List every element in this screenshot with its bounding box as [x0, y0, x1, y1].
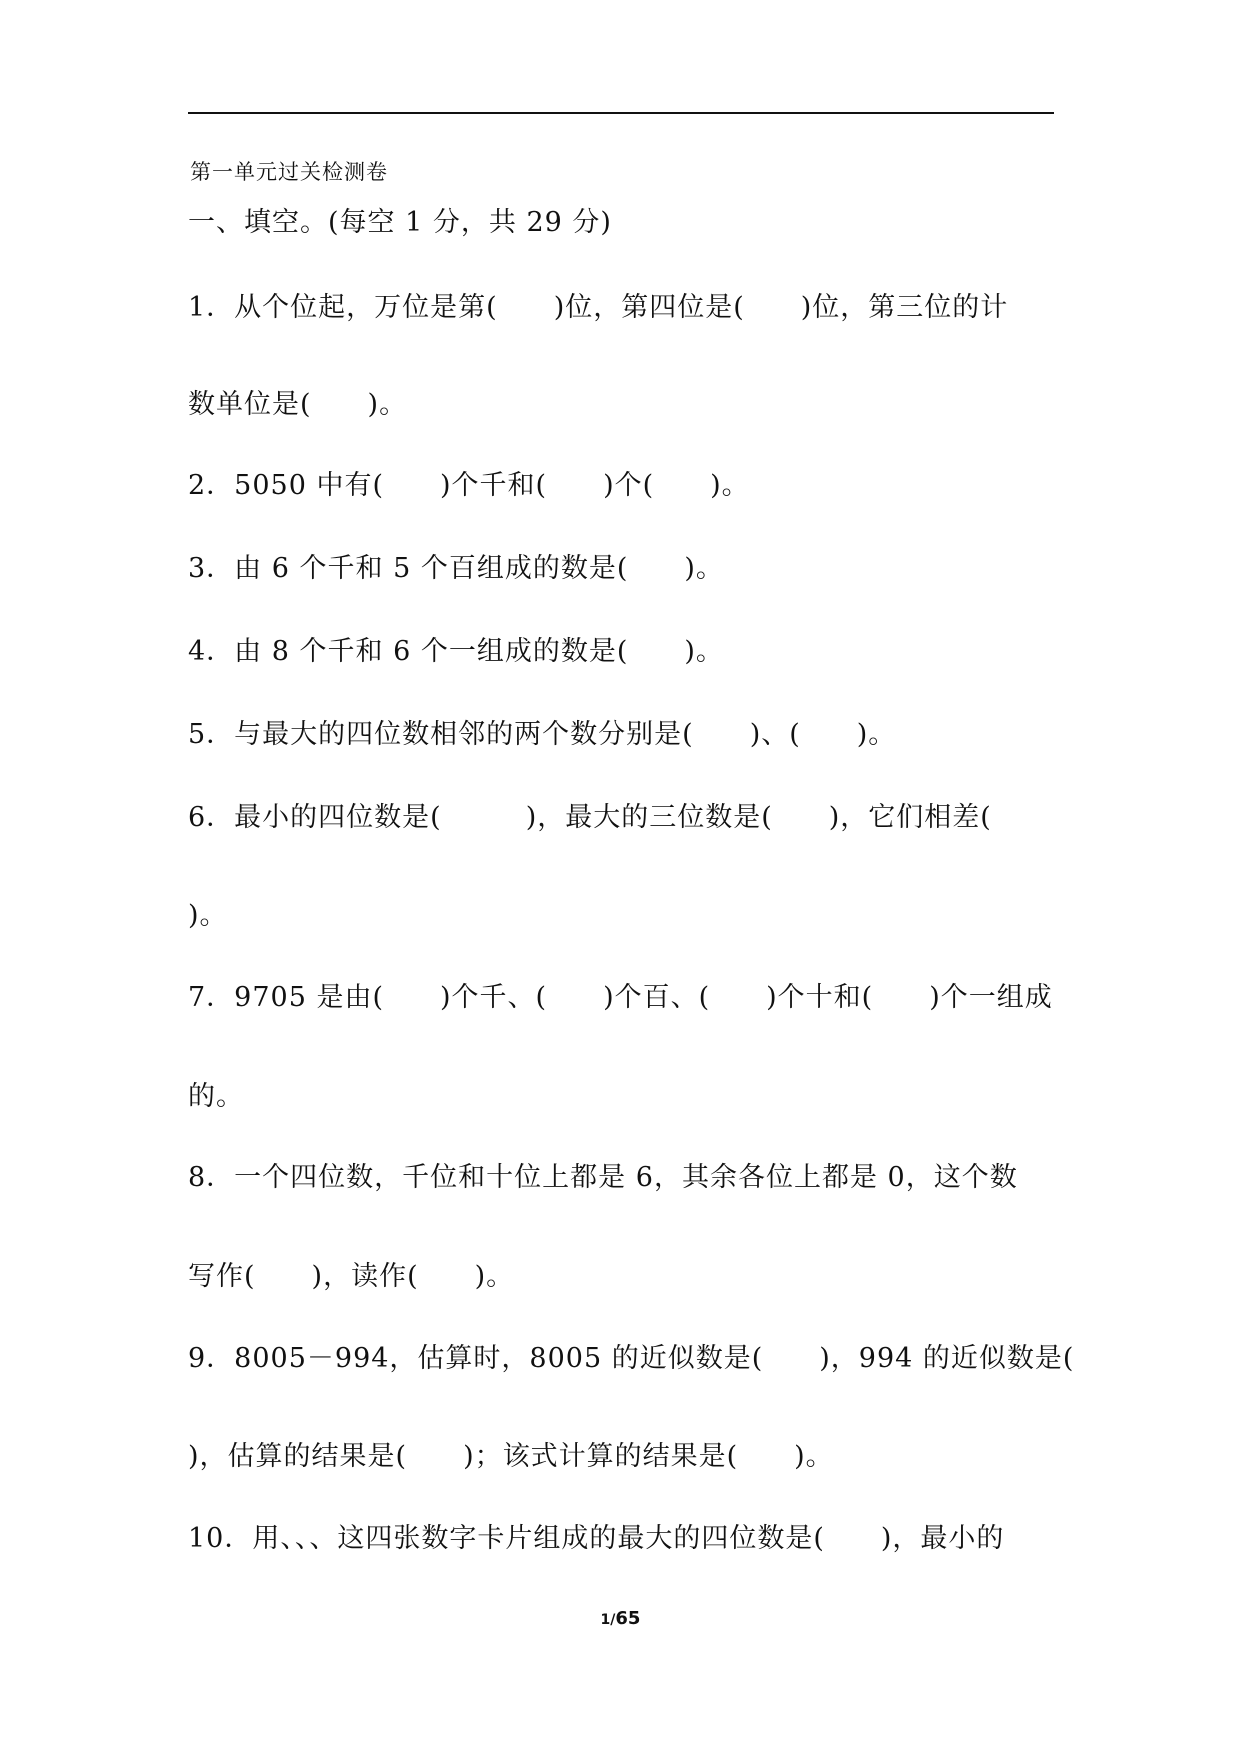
question-line: 数单位是( )。 [188, 389, 408, 420]
question-line: 的。 [188, 1081, 244, 1112]
question-line: 2．5050 中有( )个千和( )个( )。 [188, 470, 750, 501]
section-heading: 一、填空。(每空 1 分，共 29 分) [188, 207, 612, 238]
question-line: 1．从个位起，万位是第( )位，第四位是( )位，第三位的计 [188, 292, 1009, 323]
question-line: 3．由 6 个千和 5 个百组成的数是( )。 [188, 553, 724, 584]
exam-subtitle: 第一单元过关检测卷 [190, 160, 388, 184]
question-line: )。 [188, 900, 228, 931]
question-line: 6．最小的四位数是( )，最大的三位数是( )，它们相差( [188, 802, 992, 833]
header-rule [188, 112, 1054, 114]
current-page: 1/ [600, 1612, 616, 1628]
total-pages: 65 [615, 1608, 641, 1629]
question-line: 9．8005－994，估算时，8005 的近似数是( )，994 的近似数是( [188, 1343, 1075, 1374]
question-line: 10．用、、、这四张数字卡片组成的最大的四位数是( )，最小的 [188, 1523, 1005, 1554]
question-line: 5．与最大的四位数相邻的两个数分别是( )、( )。 [188, 719, 897, 750]
question-line: 8．一个四位数，千位和十位上都是 6，其余各位上都是 0，这个数 [188, 1162, 1018, 1193]
question-line: 4．由 8 个千和 6 个一组成的数是( )。 [188, 636, 724, 667]
question-line: 写作( )，读作( )。 [188, 1261, 515, 1292]
question-line: 7．9705 是由( )个千、( )个百、( )个十和( )个一组成 [188, 982, 1053, 1013]
page-number [0, 1608, 1241, 1629]
question-line: )，估算的结果是( )；该式计算的结果是( )。 [188, 1441, 834, 1472]
